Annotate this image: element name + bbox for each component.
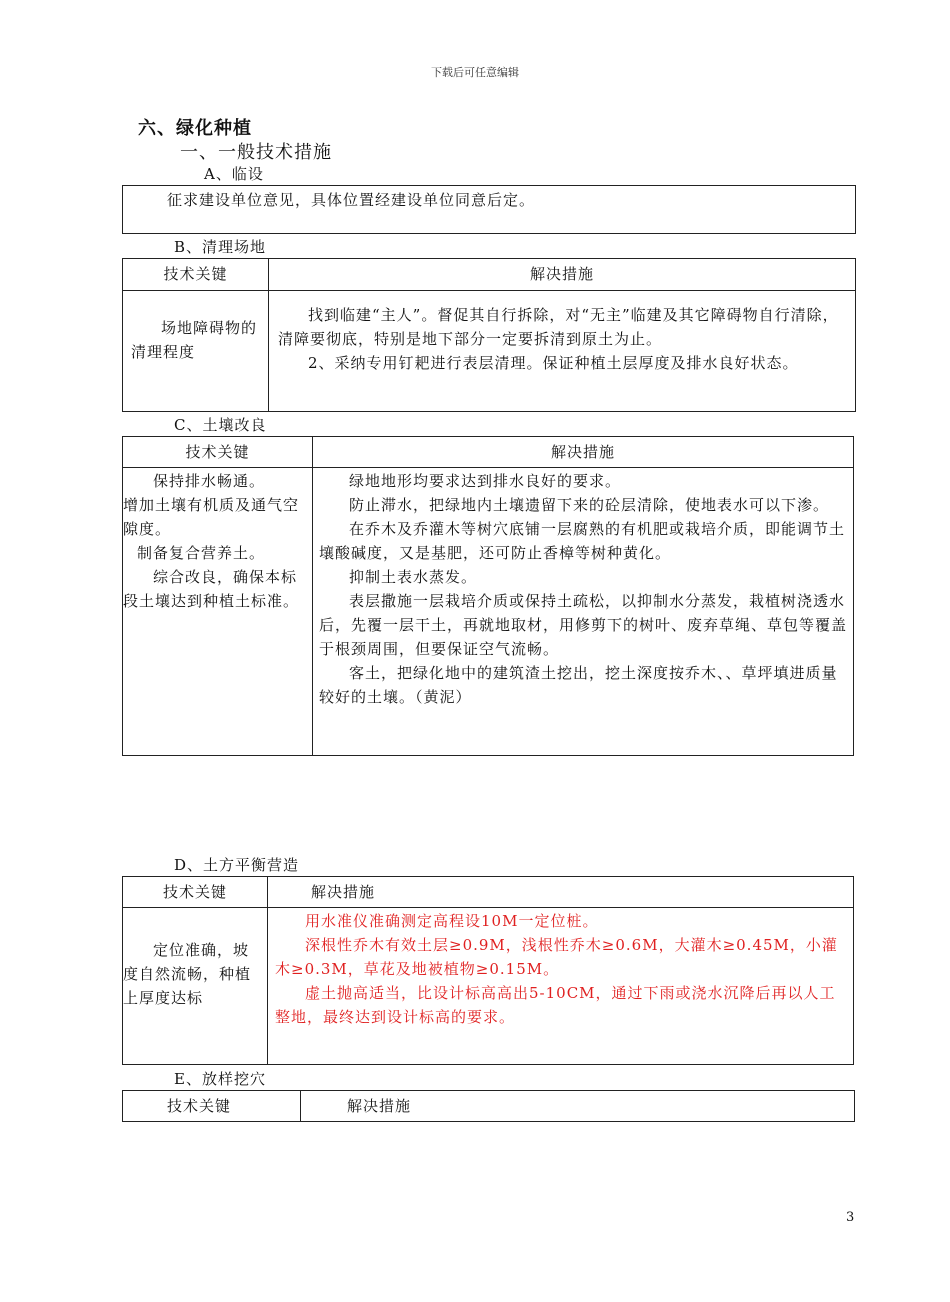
subsection-title: 一、一般技术措施 (180, 142, 332, 163)
section-d-label: D、土方平衡营造 (174, 856, 300, 874)
key-line: 保持排水畅通。 (153, 472, 266, 490)
measure-line: 虚土抛高适当，比设计标高高出5-10CM，通过下雨或浇水沉降后再以人工整地，最终达到设计标高的要求。 (275, 984, 836, 1026)
measure-line: 找到临建“主人”。督促其自行拆除，对“无主”临建及其它障碍物自行清除，清障要彻底，特别是地下部分一定要拆清到原土为止。 (278, 306, 839, 348)
measure-line: 在乔木及乔灌木等树穴底铺一层腐熟的有机肥或栽培介质，即能调节土壤酸碱度，又是基肥，还可防止香樟等树种黄化。 (319, 520, 846, 562)
column-divider (312, 437, 313, 755)
header-divider (123, 467, 853, 468)
measure-cell (278, 303, 850, 375)
col-key-header: 技术关键 (162, 883, 227, 901)
measure-line: 表层撒施一层栽培介质或保持土疏松，以抑制水分蒸发，栽植树浇透水后，先覆一层干土，再就地取材，用修剪下的树叶、废弃草绳、草包等覆盖于根颈周围，但要保证空气流畅。 (319, 592, 848, 658)
measure-line: 抑制土表水蒸发。 (349, 568, 478, 586)
column-divider (267, 877, 268, 1064)
section-c-table (122, 436, 854, 756)
page-number: 3 (846, 1210, 855, 1225)
key-line: 制备复合营养土。 (137, 544, 266, 562)
measure-line: 防止滞水，把绿地内土壤遗留下来的砼层清除，使地表水可以下渗。 (349, 496, 830, 514)
key-line: 综合改良，确保本标段土壤达到种植土标准。 (123, 568, 300, 610)
section-b-table (122, 258, 856, 412)
header-divider (123, 907, 853, 908)
section-e-table (122, 1090, 855, 1122)
column-divider (300, 1091, 301, 1121)
measure-line: 用水准仪准确测定高程设10M一定位桩。 (305, 912, 599, 930)
section-a-text: 征求建设单位意见，具体位置经建设单位同意后定。 (167, 191, 536, 209)
section-d-table (122, 876, 854, 1065)
col-measure-header: 解决措施 (529, 265, 594, 283)
measure-line: 客土，把绿化地中的建筑渣土挖出，挖土深度按乔木、、草坪填进质量较好的土壤。（黄泥） (319, 664, 838, 706)
section-e-label: E、放样挖穴 (174, 1070, 266, 1088)
key-cell (123, 469, 305, 613)
section-b-label: B、清理场地 (174, 238, 267, 256)
measure-line: 深根性乔木有效土层≥0.9M，浅根性乔木≥0.6M，大灌木≥0.45M，小灌木≥0.3M，草花及地被植物≥0.15M。 (275, 936, 838, 978)
measure-line: 绿地地形均要求达到排水良好的要求。 (349, 472, 622, 490)
header-note: 下载后可任意编辑 (431, 66, 519, 79)
col-measure-header: 解决措施 (311, 883, 376, 901)
key-line: 增加土壤有机质及通气空隙度。 (123, 496, 300, 538)
col-measure-header: 解决措施 (347, 1097, 412, 1115)
col-key-header: 技术关键 (185, 443, 250, 461)
section-a-label: A、临设 (204, 165, 264, 183)
measure-cell (319, 469, 847, 709)
section-a-table (122, 185, 856, 234)
col-key-header: 技术关键 (163, 265, 228, 283)
col-key-header: 技术关键 (167, 1097, 232, 1115)
key-cell: 定位准确，坡度自然流畅，种植上厚度达标 (123, 941, 252, 1007)
measure-cell (275, 909, 847, 1029)
section-c-label: C、土壤改良 (174, 416, 267, 434)
section-title: 六、绿化种植 (138, 118, 252, 139)
header-divider (123, 290, 855, 291)
key-cell: 场地障碍物的清理程度 (131, 319, 258, 361)
col-measure-header: 解决措施 (550, 443, 615, 461)
measure-line: 2、采纳专用钉耙进行表层清理。保证种植土层厚度及排水良好状态。 (308, 354, 799, 372)
